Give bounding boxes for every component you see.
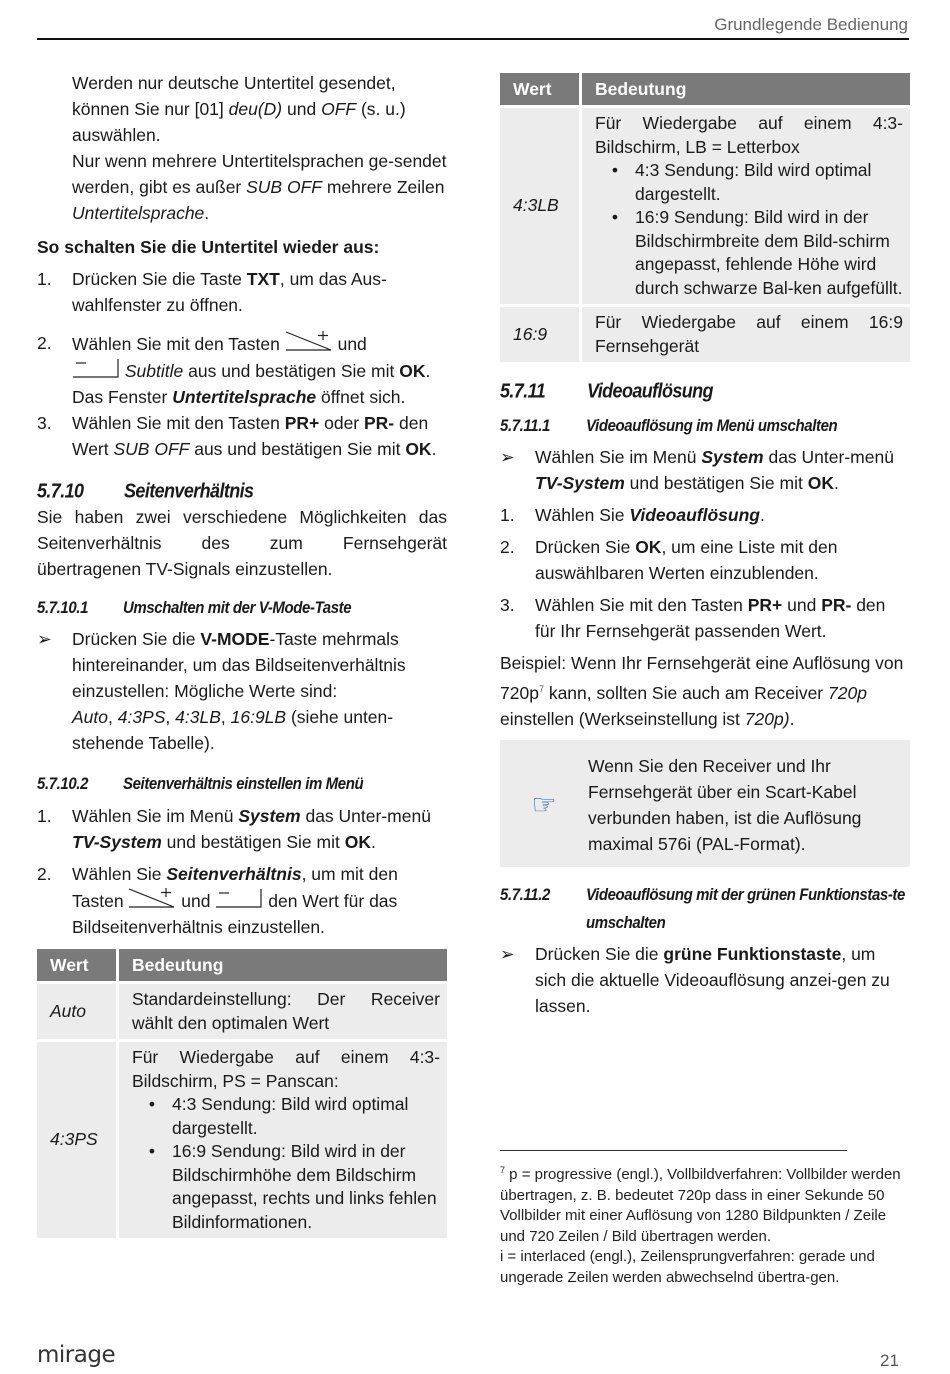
wedge-down-key-icon	[215, 887, 263, 909]
text: OK	[344, 832, 371, 852]
text: PR+	[284, 413, 320, 433]
left-column	[37, 70, 447, 1238]
text: .	[204, 203, 210, 223]
arrow-bullet-icon: ➢	[37, 629, 52, 649]
text: Untertitelsprache	[172, 387, 317, 407]
text: oder	[319, 413, 364, 433]
text: TV-System	[72, 832, 162, 852]
aspect-table-left	[37, 949, 447, 1238]
text: grüne Funktionstaste	[663, 943, 842, 964]
list-item	[595, 159, 903, 206]
text: OK	[807, 473, 834, 493]
text: PR-	[821, 595, 852, 615]
table-cell-wert: 16:9	[500, 304, 582, 362]
table-row	[500, 105, 910, 304]
right-column	[500, 73, 910, 1019]
text: SUB OFF	[113, 439, 190, 459]
bullet-icon: •	[611, 160, 619, 180]
section-heading-5-7-10	[37, 476, 447, 505]
table-cell-bedeutung: Standardeinstellung: Der Receiver wählt den optimalen Wert	[119, 981, 447, 1039]
text: OFF	[321, 99, 357, 119]
step-number: 1.	[37, 806, 52, 826]
text: aus und bestätigen Sie mit	[189, 439, 406, 459]
table-header-row	[37, 949, 447, 981]
text: OK	[399, 361, 426, 381]
text: mehrere Zeilen	[321, 177, 445, 197]
step-text	[72, 410, 447, 462]
text: und bestätigen Sie mit	[624, 473, 808, 493]
text: 4:3 Sendung: Bild wird optimal dargestellt.	[172, 1094, 409, 1138]
arrow-bullet-icon: ➢	[500, 447, 515, 467]
step-text	[72, 266, 447, 318]
table-row	[37, 981, 447, 1039]
text: , um das Aus-wahlfenster zu öffnen.	[72, 269, 387, 315]
table-cell-bedeutung	[119, 1039, 447, 1238]
text: V-MODE	[200, 629, 270, 649]
text: Wählen Sie im Menü	[535, 447, 702, 467]
step-1	[37, 266, 447, 318]
header-rule	[37, 38, 909, 40]
footnote-1	[500, 1160, 910, 1247]
text: ,	[108, 707, 118, 727]
text: Beispiel: Wenn Ihr Fernsehgerät eine Auflösung von 720p	[500, 653, 904, 703]
subtitle-intro-para-1	[37, 70, 447, 148]
text: 720p)	[744, 708, 790, 729]
table-cell-wert: 4:3PS	[37, 1039, 119, 1238]
footnote	[500, 1160, 910, 1288]
text: ,	[220, 707, 231, 727]
step-number: 2.	[37, 333, 52, 353]
text: deu(D)	[228, 99, 283, 119]
text: das Unter-menü	[763, 447, 894, 467]
page-number: 21	[880, 1351, 899, 1370]
cell-text: Für Wiedergabe auf einem 4:3-Bildschirm, PS = Panscan:	[132, 1047, 440, 1091]
text: 16:9 Sendung: Bild wird in der Bildschirmhöhe dem Bildschirm angepasst, rechts und links fehlen Bildinformationen.	[172, 1141, 437, 1232]
text: p = progressive (engl.), Vollbildverfahren: Vollbilder werden übertragen, z. B. bedeutet 720p dass in einer Sekunde 50 Vollbilder mit einer Auflösung von 1280 Bildpunkten / Zeile und 720 Zeilen / Bild übertragen werden.	[500, 1166, 901, 1245]
text: einstellen (Werkseinstellung ist	[500, 708, 745, 729]
text: Drücken Sie die	[535, 943, 664, 964]
step-number: 2.	[37, 864, 52, 884]
subsection-heading-5-7-10-2	[37, 770, 447, 799]
footnote-number: 7	[500, 1165, 506, 1175]
hint-text: Wenn Sie den Receiver und Ihr Fernsehgerät über ein Scart-Kabel verbunden haben, ist die Auflösung maximal 576i (PAL-Format).	[588, 755, 862, 854]
heading-number: 5.7.11.2	[500, 885, 550, 905]
heading-text: Seitenverhältnis	[124, 479, 254, 502]
text: Drücken Sie	[535, 537, 636, 557]
text: System	[701, 447, 764, 467]
brand-logo: mirage	[37, 1342, 116, 1368]
bullet-list	[132, 1093, 440, 1234]
subsection-heading-5-7-11-2	[500, 881, 910, 937]
bullet-icon: •	[148, 1141, 156, 1161]
text: und	[282, 99, 322, 119]
text: Auto	[72, 707, 108, 727]
example-para	[500, 650, 910, 732]
text: .	[789, 708, 795, 729]
text: (s. u.) auswählen.	[72, 99, 406, 145]
arrow-bullet-icon: ➢	[500, 943, 515, 964]
text: Seitenverhältnis	[166, 864, 302, 884]
text: Wählen Sie mit den Tasten	[535, 595, 748, 615]
menu-step-1	[37, 803, 447, 855]
footnote-ref[interactable]: 7	[538, 684, 544, 694]
heading-number: 5.7.10	[37, 479, 84, 502]
heading-text: Videoauflösung mit der grünen Funktionstas-te umschalten	[586, 885, 905, 933]
step-number: 2.	[500, 537, 515, 557]
bullet-icon: •	[148, 1094, 156, 1114]
wedge-up-key-icon	[128, 887, 176, 909]
footnote-rule	[500, 1150, 847, 1151]
res-step-2	[500, 534, 910, 586]
text: -Taste mehrmals hintereinander, um das Bildseitenverhältnis einzustellen: Mögliche Werte sind:	[72, 629, 406, 701]
text: Wählen Sie mit den Tasten	[72, 413, 285, 433]
res-step-1	[500, 502, 910, 528]
text: System	[238, 806, 301, 826]
text: Werden nur deutsche Untertitel gesendet, können Sie nur [01]	[72, 73, 396, 119]
text: Wählen Sie	[535, 505, 630, 525]
list-item	[132, 1140, 440, 1234]
text: 16:9LB	[230, 707, 287, 727]
column-header-wert: Wert	[500, 73, 582, 105]
text: OK	[635, 537, 662, 557]
hint-box	[500, 740, 910, 867]
text: 4:3PS	[117, 707, 166, 727]
res-step-3	[500, 592, 910, 644]
menu-step-2	[37, 861, 447, 940]
step-text	[535, 444, 910, 496]
text: den Wert für das Bildseitenverhältnis einzustellen.	[72, 891, 398, 937]
text: Videoauflösung	[629, 505, 760, 525]
table-cell-bedeutung	[582, 105, 910, 304]
wedge-down-key-icon	[72, 357, 120, 379]
text: TXT	[246, 269, 280, 289]
table-cell-wert: Auto	[37, 981, 119, 1039]
text: SUB OFF	[246, 177, 322, 197]
text: PR-	[364, 413, 395, 433]
table-cell-bedeutung: Für Wiedergabe auf einem 16:9 Fernsehgerät	[582, 304, 910, 362]
step-text	[535, 941, 910, 1019]
text: Untertitelsprache	[72, 203, 205, 223]
text: .	[431, 439, 437, 459]
heading-number: 5.7.11	[500, 379, 546, 402]
text: das Unter-menü	[300, 806, 431, 826]
text: Drücken Sie die Taste	[72, 269, 247, 289]
text: und	[176, 891, 216, 911]
step-text	[535, 502, 910, 528]
text: den für Ihr Fernsehgerät passenden Wert.	[535, 595, 886, 641]
step-text	[535, 534, 910, 586]
text: .	[370, 832, 376, 852]
footnote-2: i = interlaced (engl.), Zeilensprungverfahren: gerade und ungerade Zeilen werden abwechselnd übertra-gen.	[500, 1248, 875, 1286]
text: .	[759, 505, 765, 525]
column-header-bedeutung: Bedeutung	[119, 949, 447, 981]
column-header-bedeutung: Bedeutung	[582, 73, 910, 105]
text: . Das Fenster	[72, 361, 431, 407]
text: OK	[405, 439, 432, 459]
step-text	[72, 626, 447, 756]
step-text	[535, 592, 910, 644]
section-heading-5-7-11	[500, 376, 910, 405]
text: und	[782, 595, 822, 615]
step-number: 1.	[500, 505, 515, 525]
text: den Wert	[72, 413, 429, 459]
text: Wählen Sie mit den Tasten	[72, 334, 285, 354]
text: 4:3 Sendung: Bild wird optimal dargestellt.	[635, 160, 872, 204]
pointing-hand-icon: ☞	[531, 788, 557, 820]
vmode-instruction	[37, 626, 447, 756]
res-instruction	[500, 444, 910, 496]
step-3	[37, 410, 447, 462]
list-item	[595, 206, 903, 300]
heading-number: 5.7.10.2	[37, 774, 89, 794]
text: 720p	[828, 682, 867, 703]
text: Wählen Sie	[72, 864, 167, 884]
text: , um eine Liste mit den auswählbaren Werten einzublenden.	[535, 537, 838, 583]
text: TV-System	[535, 473, 625, 493]
text: 4:3LB	[175, 707, 221, 727]
text: , um mit den Tasten	[72, 864, 398, 911]
text: ,	[165, 707, 176, 727]
table-cell-wert: 4:3LB	[500, 105, 582, 304]
subsection-heading-5-7-10-1	[37, 594, 447, 623]
text: aus und bestätigen Sie mit	[183, 361, 400, 381]
list-item	[132, 1093, 440, 1140]
table-header-row	[500, 73, 910, 105]
heading-text: Umschalten mit der V-Mode-Taste	[123, 598, 352, 618]
text: und	[332, 334, 367, 354]
bullet-icon: •	[611, 207, 619, 227]
text: kann, sollten Sie auch am Receiver	[543, 682, 828, 703]
running-header: Grundlegende Bedienung	[714, 15, 908, 34]
cell-text: Für Wiedergabe auf einem 4:3-Bildschirm, LB = Letterbox	[595, 113, 903, 157]
step-2	[37, 330, 447, 410]
text: Subtitle	[124, 361, 184, 381]
step-number: 3.	[37, 413, 52, 433]
aspect-intro-para: Sie haben zwei verschiedene Möglichkeiten das Seitenverhältnis des zum Fernsehgerät übertragenen TV-Signals einzustellen.	[37, 507, 447, 579]
step-text	[72, 330, 447, 410]
heading-text: Videoauflösung	[587, 379, 713, 402]
step-number: 3.	[500, 595, 515, 615]
text: (siehe unten-stehende Tabelle).	[72, 707, 394, 753]
step-text	[72, 861, 447, 940]
table-row	[500, 304, 910, 362]
subtitle-intro-para-2	[37, 148, 447, 226]
text: Wählen Sie im Menü	[72, 806, 239, 826]
heading-number: 5.7.10.1	[37, 598, 89, 618]
heading-text: Seitenverhältnis einstellen im Menü	[123, 774, 364, 794]
green-key-instruction	[500, 941, 910, 1019]
text: .	[833, 473, 839, 493]
text: Drücken Sie die	[72, 629, 201, 649]
subsection-heading-5-7-11-1	[500, 412, 910, 441]
bullet-list	[595, 159, 903, 300]
text: PR+	[747, 595, 783, 615]
text: Nur wenn mehrere Untertitelsprachen ge-sendet werden, gibt es außer	[72, 151, 447, 197]
heading-number: 5.7.11.1	[500, 416, 550, 436]
wedge-up-key-icon	[285, 330, 333, 352]
text: 16:9 Sendung: Bild wird in der Bildschirmbreite dem Bild-schirm angepasst, fehlende Höhe wird durch schwarze Bal-ken aufgefüllt.	[635, 207, 903, 298]
text: öffnet sich.	[316, 387, 406, 407]
step-text	[72, 803, 447, 855]
text: und bestätigen Sie mit	[161, 832, 345, 852]
text: , um sich die aktuelle Videoauflösung anzei-gen zu lassen.	[535, 943, 890, 1016]
step-number: 1.	[37, 269, 52, 289]
heading-text: Videoauflösung im Menü umschalten	[586, 416, 838, 436]
aspect-table-right	[500, 73, 910, 362]
subheading-off: So schalten Sie die Untertitel wieder aus:	[37, 237, 380, 257]
table-row	[37, 1039, 447, 1238]
column-header-wert: Wert	[37, 949, 119, 981]
